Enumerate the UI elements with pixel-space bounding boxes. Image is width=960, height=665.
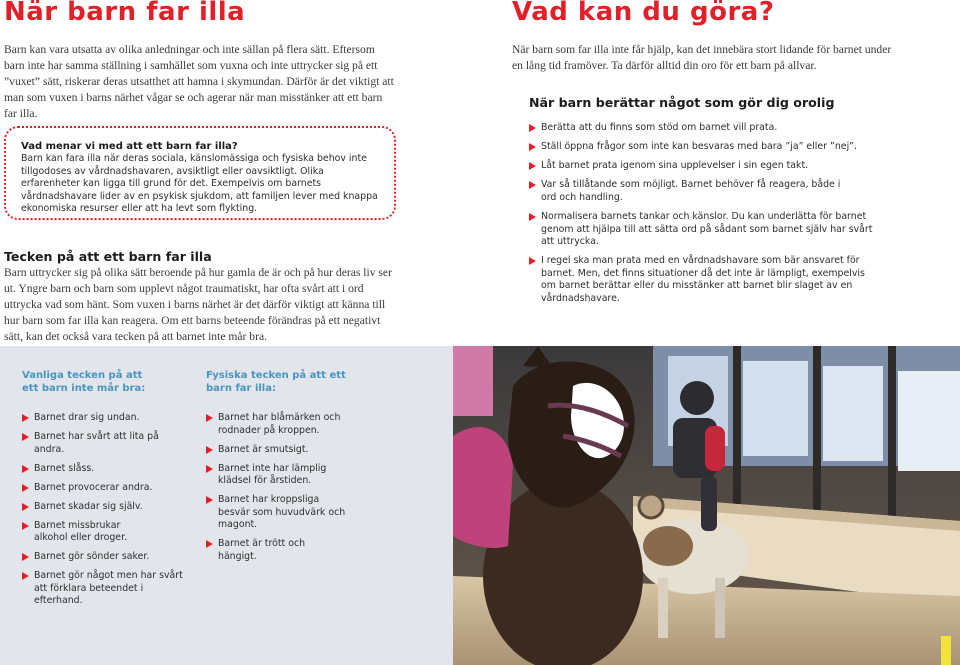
- arrow-bullet-icon: [206, 465, 213, 473]
- physical-signs-list: [206, 412, 346, 564]
- arrow-bullet-icon: [529, 124, 536, 132]
- arrow-bullet-icon: [22, 522, 29, 530]
- arrow-bullet-icon: [206, 540, 213, 548]
- list-item: Barnet har blåmärken och rodnader på kroppen.: [206, 412, 346, 437]
- arrow-bullet-icon: [206, 496, 213, 504]
- riding-photo: [453, 346, 960, 665]
- arrow-bullet-icon: [529, 181, 536, 189]
- arrow-bullet-icon: [206, 414, 213, 422]
- list-item: Barnet har svårt att lita på andra.: [22, 431, 190, 456]
- list-item: Barnet är smutsigt.: [206, 444, 346, 457]
- definition-box-title: Vad menar vi med att ett barn far illa?: [21, 141, 238, 152]
- arrow-bullet-icon: [529, 143, 536, 151]
- arrow-bullet-icon: [529, 213, 536, 221]
- list-item: Barnet inte har lämplig klädsel för årstiden.: [206, 463, 346, 488]
- list-item: I regel ska man prata med en vårdnadshavare som bär ansvaret för barnet. Men, det finns situationer då det inte är lämpligt, exempelvis om barnet berättar eller du misstänker att barnet blir slaget av en vårdnadshavare.: [529, 255, 879, 305]
- right-title: Vad kan du göra?: [512, 0, 775, 27]
- list-item: Ställ öppna frågor som inte kan besvaras med bara ”ja” eller ”nej”.: [529, 141, 879, 154]
- list-item: Barnet skadar sig själv.: [22, 501, 190, 514]
- arrow-bullet-icon: [22, 572, 29, 580]
- arrow-bullet-icon: [206, 446, 213, 454]
- arrow-bullet-icon: [22, 553, 29, 561]
- common-signs-list: [22, 412, 190, 608]
- arrow-bullet-icon: [22, 465, 29, 473]
- arrow-bullet-icon: [22, 414, 29, 422]
- list-item: Barnet har kroppsliga besvär som huvudvärk och magont.: [206, 494, 346, 532]
- list-item: Berätta att du finns som stöd om barnet vill prata.: [529, 122, 879, 135]
- riding-photo-illustration: [453, 346, 960, 665]
- arrow-bullet-icon: [22, 433, 29, 441]
- arrow-bullet-icon: [529, 162, 536, 170]
- definition-box-body: Barn kan fara illa när deras sociala, känslomässiga och fysiska behov inte tillgodoses av vårdnadshavaren, avsiktligt eller oavsiktligt. Olika erfarenheter kan ligga till grund för det. Exempelvis om barnets vårdnadshavare lider av en psykisk sjukdom, att familjen lever med knappa ekonomiska resurser eller att ha levt som flykting.: [21, 153, 378, 215]
- list-item: Barnet provocerar andra.: [22, 482, 190, 495]
- physical-signs-title: Fysiska tecken på att ett barn far illa:: [206, 370, 346, 394]
- signs-paragraph: Barn uttrycker sig på olika sätt beroende på hur gamla de är och på hur deras liv ser ut. Yngre barn och barn som upplevt något traumatiskt, har ofta svårt att i ord uttrycka vad som hänt. Som vuxen i barns närhet är det därför viktigt att känna till hur barn som far illa kan reagera. Om ett barns beteende förändras på ett negativt sätt, kan det också vara tecken på att barnet inte mår bra.: [4, 266, 392, 344]
- list-item: Barnet slåss.: [22, 463, 190, 476]
- physical-signs-column: [206, 369, 356, 570]
- advice-list: [529, 122, 879, 312]
- intro-paragraph: Barn kan vara utsatta av olika anledningar och inte sällan på flera sätt. Eftersom barn inte har samma ställning i samhället som vuxna och inte uttrycker sig på ett ”vuxet” sätt, riskerar deras utsatthet att hamna i skymundan. Därför är det viktigt att man som vuxen i barns närhet vågar se och agerar när man misstänker att ett barn far illa.: [4, 43, 394, 121]
- common-signs-column: [22, 369, 182, 614]
- page-title: När barn far illa: [4, 0, 246, 27]
- list-item: Barnet gör något men har svårt att förklara beteendet i efterhand.: [22, 570, 190, 608]
- list-item: Låt barnet prata igenom sina upplevelser i sin egen takt.: [529, 160, 879, 173]
- definition-box: [4, 126, 396, 220]
- signs-panel: [0, 346, 453, 665]
- arrow-bullet-icon: [22, 484, 29, 492]
- right-intro-paragraph: När barn som far illa inte får hjälp, kan det innebära stort lidande för barnet under en lång tid framöver. Ta därför alltid din oro för ett barn på allvar.: [512, 43, 892, 73]
- common-signs-title: Vanliga tecken på att ett barn inte mår bra:: [22, 370, 146, 394]
- list-item: Var så tillåtande som möjligt. Barnet behöver få reagera, både i ord och handling.: [529, 179, 841, 204]
- right-sub-heading: När barn berättar något som gör dig orolig: [529, 95, 835, 110]
- arrow-bullet-icon: [529, 257, 536, 265]
- list-item: Barnet gör sönder saker.: [22, 551, 190, 564]
- arrow-bullet-icon: [22, 503, 29, 511]
- list-item: Barnet missbrukar alkohol eller droger.: [22, 520, 154, 545]
- signs-heading: Tecken på att ett barn far illa: [4, 249, 212, 264]
- list-item: Barnet är trött och hängigt.: [206, 538, 346, 563]
- list-item: Normalisera barnets tankar och känslor. Du kan underlätta för barnet genom att hjälpa till att sätta ord på sådant som barnet själv har svårt att uttrycka.: [529, 211, 879, 249]
- list-item: Barnet drar sig undan.: [22, 412, 190, 425]
